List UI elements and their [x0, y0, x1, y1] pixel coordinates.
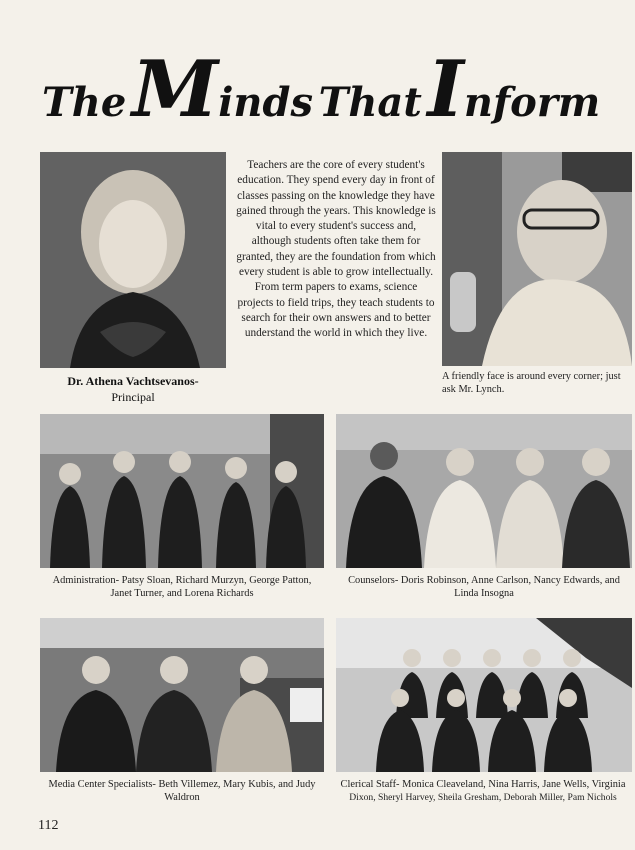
- principal-caption: [40, 373, 226, 405]
- clerical-photo: [336, 618, 632, 772]
- media-caption: Media Center Specialists- Beth Villemez, Mary Kubis, and Judy Waldron: [48, 779, 316, 803]
- principal-title: Principal: [111, 390, 155, 404]
- page-number: 112: [38, 818, 59, 833]
- lynch-photo: [442, 152, 632, 366]
- administration-photo: [40, 414, 324, 568]
- principal-name: Dr. Athena Vachtsevanos-: [67, 374, 199, 388]
- title-cap-i: I: [427, 44, 464, 130]
- title-word-the: The: [42, 79, 127, 126]
- administration-caption: Administration- Patsy Sloan, Richard Murzyn, George Patton, Janet Turner, and Lorena Richards: [52, 575, 312, 599]
- intro-paragraph: Teachers are the core of every student's education. They spend every day in front of classes passing on the knowledge they have gained through the years. This knowledge is vital to every student's success and, although students often take them for granted, they are the foundation from which every student is able to grow intellectually. From term papers to exams, science projects to field trips, they teach students to search for their own answers and to better understand the world in which they live.: [236, 159, 436, 340]
- page-title: [42, 40, 635, 130]
- counselors-photo: [336, 414, 632, 568]
- title-word-inds: inds: [218, 79, 313, 126]
- clerical-caption: [332, 778, 634, 804]
- counselors-caption: Counselors- Doris Robinson, Anne Carlson, Nancy Edwards, and Linda Insogna: [348, 575, 620, 599]
- clerical-caption-line2: Dixon, Sheryl Harvey, Sheila Gresham, Deborah Miller, Pam Nichols: [349, 792, 617, 803]
- lynch-caption: A friendly face is around every corner; just ask Mr. Lynch.: [442, 371, 621, 395]
- clerical-caption-line1: Clerical Staff- Monica Cleaveland, Nina Harris, Jane Wells, Virginia: [340, 779, 626, 790]
- principal-photo: [40, 152, 226, 368]
- title-word-that: That: [318, 79, 422, 126]
- title-cap-m: M: [131, 44, 219, 130]
- title-word-nform: nform: [463, 79, 601, 126]
- media-photo: [40, 618, 324, 772]
